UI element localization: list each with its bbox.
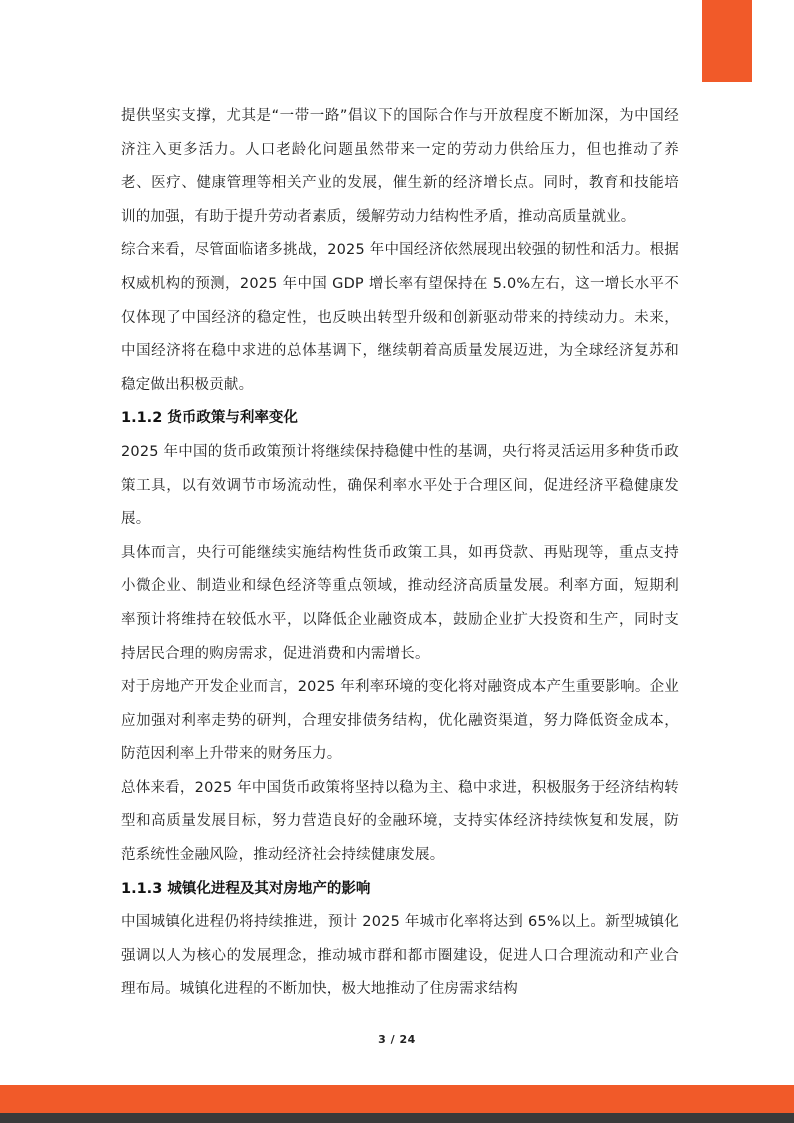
section-heading-1-1-2: 1.1.2 货币政策与利率变化 (121, 410, 298, 427)
footer-dark-strip (0, 1113, 794, 1123)
paragraph: 提供坚实支撑，尤其是“一带一路”倡议下的国际合作与开放程度不断加深，为中国经济注入更多活力。人口老龄化问题虽然带来一定的劳动力供给压力，但也推动了养老、医疗、健康管理等相关产业的发展，催生新的经济增长点。同时，教育和技能培训的加强，有助于提升劳动者素质，缓解劳动力结构性矛盾，推动高质量就业。 (121, 108, 679, 225)
paragraph: 总体来看，2025 年中国货币政策将坚持以稳为主、稳中求进，积极服务于经济结构转型和高质量发展目标，努力营造良好的金融环境，支持实体经济持续恢复和发展，防范系统性金融风险，推动经济社会持续健康发展。 (121, 779, 679, 864)
page-number: 3 / 24 (378, 1033, 416, 1046)
footer-accent-bar (0, 1085, 794, 1113)
document-body (121, 100, 679, 1007)
paragraph: 中国城镇化进程仍将持续推进，预计 2025 年城市化率将达到 65%以上。新型城镇化强调以人为核心的发展理念，推动城市群和都市圈建设，促进人口合理流动和产业合理布局。城镇化进程的不断加快，极大地推动了住房需求结构 (121, 914, 679, 998)
paragraph: 具体而言，央行可能继续实施结构性货币政策工具，如再贷款、再贴现等，重点支持小微企业、制造业和绿色经济等重点领域，推动经济高质量发展。利率方面，短期利率预计将维持在较低水平，以降低企业融资成本，鼓励企业扩大投资和生产，同时支持居民合理的购房需求，促进消费和内需增长。 (121, 544, 679, 662)
corner-accent-block (702, 0, 752, 82)
paragraph: 综合来看，尽管面临诸多挑战，2025 年中国经济依然展现出较强的韧性和活力。根据权威机构的预测，2025 年中国 GDP 增长率有望保持在 5.0%左右，这一增长水平不仅体现了中国经济的稳定性，也反映出转型升级和创新驱动带来的持续动力。未来，中国经济将在稳中求进的总体基调下，继续朝着高质量发展迈进，为全球经济复苏和稳定做出积极贡献。 (121, 242, 679, 393)
paragraph: 2025 年中国的货币政策预计将继续保持稳健中性的基调，央行将灵活运用多种货币政策工具，以有效调节市场流动性，确保利率水平处于合理区间，促进经济平稳健康发展。 (121, 443, 679, 528)
section-heading-1-1-3: 1.1.3 城镇化进程及其对房地产的影响 (121, 880, 371, 897)
paragraph: 对于房地产开发企业而言，2025 年利率环境的变化将对融资成本产生重要影响。企业应加强对利率走势的研判，合理安排债务结构，优化融资渠道，努力降低资金成本，防范因利率上升带来的财务压力。 (121, 679, 679, 763)
